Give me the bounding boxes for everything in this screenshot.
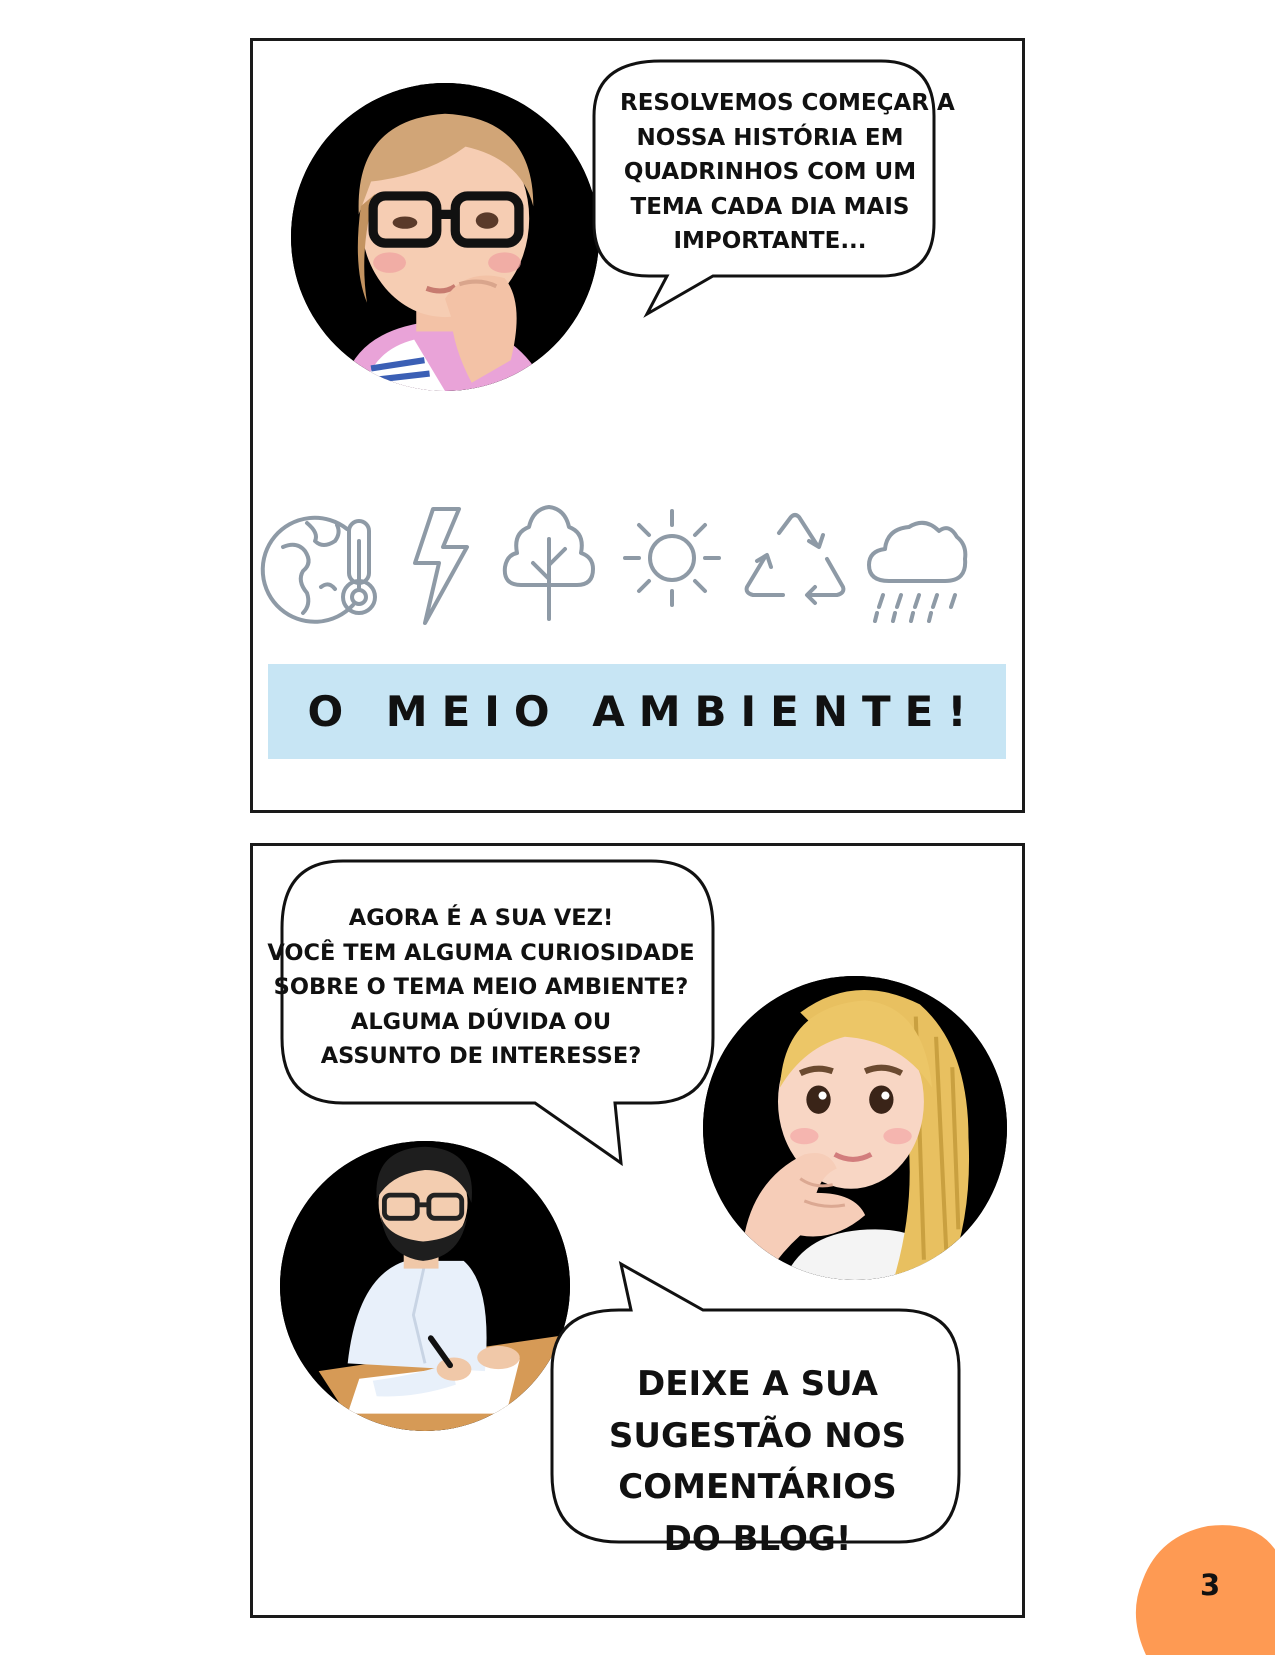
- lightning-bolt-icon: [411, 507, 471, 625]
- banner-title: O MEIO AMBIENTE!: [307, 687, 981, 736]
- speech-bubble-intro-text: [620, 86, 955, 259]
- recycle-icon: [743, 511, 847, 611]
- speech-bubble-question-text: [266, 901, 696, 1074]
- bubble-line: RESOLVEMOS COMEÇAR A: [620, 90, 955, 116]
- bubble-line: SOBRE O TEMA MEIO AMBIENTE?: [273, 974, 689, 1000]
- bubble-line: COMENTÁRIOS: [618, 1467, 897, 1507]
- woman-glasses-avatar: [291, 83, 599, 391]
- bubble-line: QUADRINHOS COM UM: [623, 159, 917, 185]
- rain-cloud-icon: [865, 515, 969, 623]
- woman-glasses-thinking-avatar-icon: [291, 83, 599, 391]
- tree-icon: [501, 503, 597, 621]
- sun-icon: [621, 507, 723, 609]
- topic-banner: [268, 664, 1006, 759]
- bubble-line: SUGESTÃO NOS: [608, 1415, 907, 1456]
- page-number: 3: [1200, 1568, 1221, 1602]
- bubble-line: NOSSA HISTÓRIA EM: [636, 124, 904, 151]
- comic-panel-intro: [250, 38, 1025, 813]
- bearded-man-writing-avatar-icon: [280, 1141, 570, 1431]
- bubble-line: TEMA CADA DIA MAIS: [630, 193, 910, 220]
- bubble-line: ASSUNTO DE INTERESSE?: [320, 1043, 642, 1069]
- speech-bubble-answer-text: [575, 1359, 940, 1565]
- comic-panel-question: [250, 843, 1025, 1618]
- bubble-line: AGORA É A SUA VEZ!: [348, 905, 614, 931]
- bubble-line: DO BLOG!: [663, 1518, 852, 1559]
- bubble-line: VOCÊ TEM ALGUMA CURIOSIDADE: [267, 939, 695, 966]
- bubble-line: IMPORTANTE...: [673, 228, 867, 254]
- bubble-line: ALGUMA DÚVIDA OU: [350, 1008, 612, 1035]
- globe-thermometer-icon: [267, 511, 383, 621]
- bubble-line: DEIXE A SUA: [637, 1364, 878, 1404]
- bearded-man-avatar: [280, 1141, 570, 1431]
